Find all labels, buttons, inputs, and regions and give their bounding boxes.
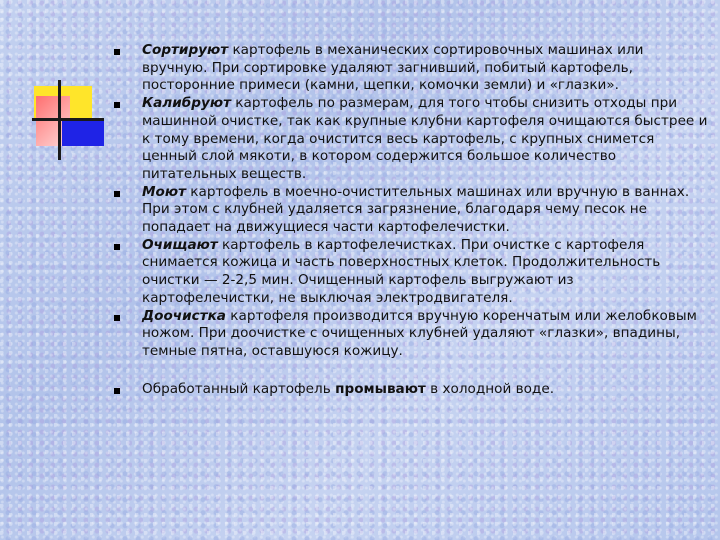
horizontal-line xyxy=(32,118,104,121)
item-text: картофель в моечно-очистительных машинах или вручную в ваннах. При этом с клубней удаляется загрязнение, благодаря чему песок не попадает на движущиеся части картофелечистки. xyxy=(142,183,690,236)
item-text: картофель в картофелечистках. При очистке с картофеля снимается кожица и часть поверхностных клеток. Продолжительность очистки — 2-2,5 мин. Очищенный картофель выгружают из картофелечистки, не выключая электродвигателя. xyxy=(142,236,661,306)
item-text: картофель по размерам, для того чтобы снизить отходы при машинной очистке, так как крупные клубни картофеля очищаются быстрее и к тому времени, когда очистится весь картофель, с крупных снимется ценный слой мякоти, в котором содержится большое количество питательных веществ. xyxy=(142,95,708,182)
item-keyword: Очищают xyxy=(142,236,218,253)
bullet-icon xyxy=(114,102,120,108)
item-text: картофеля производится вручную коренчатым или желобковым ножом. При доочистке с очищенных клубней удаляют «глазки», впадины, темные пятна, оставшуюся кожицу. xyxy=(142,307,697,359)
bullet-list xyxy=(110,42,710,398)
list-item xyxy=(110,308,710,361)
item-text: в холодной воде. xyxy=(425,380,555,397)
bullet-icon xyxy=(114,315,120,321)
item-text: картофель в механических сортировочных машинах или вручную. При сортировке удаляют загнивший, побитый картофель, посторонние примеси (камни, щепки, комочки земли) и «глазки». xyxy=(142,42,644,94)
list-item xyxy=(110,184,710,237)
list-item xyxy=(110,381,710,399)
bullet-icon xyxy=(114,49,120,55)
bullet-icon xyxy=(114,191,120,197)
bullet-icon xyxy=(114,244,120,250)
item-keyword: Калибруют xyxy=(142,95,231,112)
item-keyword: промывают xyxy=(335,380,426,397)
list-item xyxy=(110,95,710,184)
corner-decoration xyxy=(0,0,110,170)
item-keyword: Доочистка xyxy=(142,307,226,324)
item-keyword: Сортируют xyxy=(142,42,229,58)
item-keyword: Моют xyxy=(142,183,186,200)
blue-square xyxy=(62,118,104,146)
list-item xyxy=(110,237,710,308)
bullet-icon xyxy=(114,388,120,394)
list-item xyxy=(110,42,710,95)
item-text: Обработанный картофель xyxy=(142,380,336,397)
